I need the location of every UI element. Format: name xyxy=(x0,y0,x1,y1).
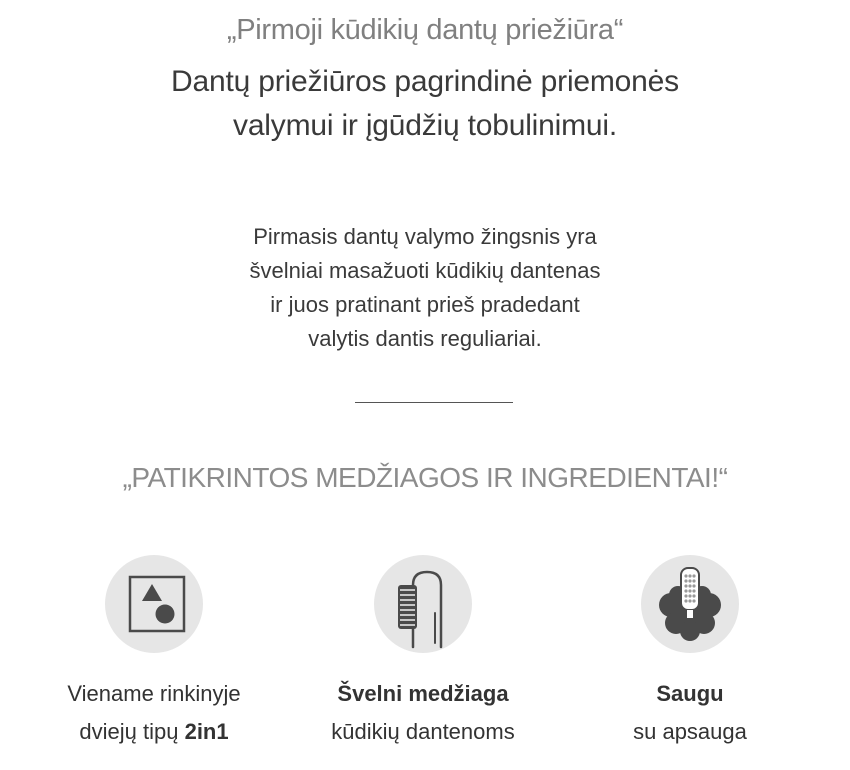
feature-two-in-one xyxy=(24,555,284,751)
subtitle-quote: „Pirmoji kūdikių dantų priežiūra“ xyxy=(226,14,624,46)
feature-text xyxy=(293,675,553,751)
divider xyxy=(355,402,513,403)
intro-line: švelniai masažuoti kūdikių dantenas xyxy=(249,258,601,283)
intro-line: valytis dantis reguliariai. xyxy=(308,326,542,351)
feature-line-2: dviejų tipų 2in1 xyxy=(79,719,229,744)
toothbrush-guard-icon xyxy=(641,555,739,653)
finger-toothbrush-icon xyxy=(374,555,472,653)
shapes-icon xyxy=(105,555,203,653)
headline xyxy=(0,60,850,148)
headline-line-1: Dantų priežiūros pagrindinė priemonės xyxy=(171,65,679,98)
feature-safe xyxy=(560,555,820,751)
feature-text xyxy=(24,675,284,751)
bold-tag: 2in1 xyxy=(184,719,229,744)
headline-line-2: valymui ir įgūdžių tobulinimui. xyxy=(233,109,617,142)
feature-line-2: su apsauga xyxy=(633,719,747,744)
feature-line-2: kūdikių dantenoms xyxy=(331,719,515,744)
intro-paragraph xyxy=(0,220,850,356)
intro-line: Pirmasis dantų valymo žingsnis yra xyxy=(253,224,597,249)
section-title: „PATIKRINTOS MEDŽIAGOS IR INGREDIENTAI!“ xyxy=(122,462,728,493)
feature-line-1: Saugu xyxy=(656,681,724,706)
feature-line-1: Viename rinkinyje xyxy=(67,681,241,706)
intro-line: ir juos pratinant prieš pradedant xyxy=(270,292,580,317)
feature-text xyxy=(560,675,820,751)
feature-soft-material xyxy=(293,555,553,751)
feature-line-1: Švelni medžiaga xyxy=(337,681,509,706)
